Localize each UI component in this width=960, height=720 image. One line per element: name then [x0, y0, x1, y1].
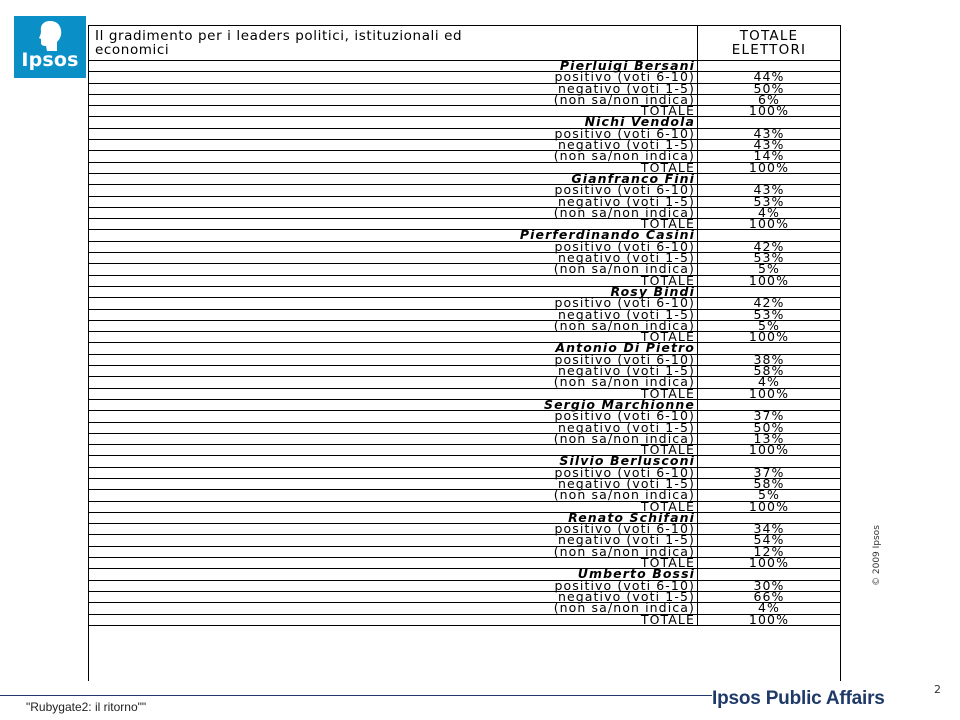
row-value: 100% — [748, 385, 790, 401]
row-value: 4% — [757, 374, 781, 390]
table-row — [89, 611, 840, 627]
row-value: 100% — [748, 555, 790, 571]
row-label: positivo (voti 6-10) — [554, 69, 695, 85]
row-value: 5% — [757, 261, 781, 277]
row-value: 100% — [748, 498, 790, 514]
logo-wordmark: Ipsos — [21, 49, 79, 71]
row-label: negativo (voti 1-5) — [557, 588, 695, 604]
row-label: TOTALE — [640, 103, 695, 119]
row-value: 30% — [753, 577, 785, 593]
leader-name: Nichi Vendola — [584, 114, 695, 130]
leader-name: Umberto Bossi — [577, 566, 695, 582]
row-label: TOTALE — [640, 555, 695, 571]
row-label: TOTALE — [640, 442, 695, 458]
leader-name: Renato Schifani — [568, 509, 695, 525]
page-number: 2 — [934, 683, 941, 696]
row-label: positivo (voti 6-10) — [554, 464, 695, 480]
row-label: positivo (voti 6-10) — [554, 295, 695, 311]
row-value: 38% — [753, 351, 785, 367]
row-value: 6% — [757, 91, 781, 107]
row-label: (non sa/non indica) — [553, 543, 695, 559]
row-value: 12% — [753, 543, 785, 559]
row-label: negativo (voti 1-5) — [557, 80, 695, 96]
row-label: negativo (voti 1-5) — [557, 193, 695, 209]
row-label: (non sa/non indica) — [553, 600, 695, 616]
table-body — [89, 58, 840, 627]
row-label: TOTALE — [640, 272, 695, 288]
leader-name: Sergio Marchionne — [543, 396, 695, 412]
head-profile-icon — [37, 20, 63, 52]
table-row — [89, 216, 840, 232]
column-header-totale-elettori: TOTALE ELETTORI — [731, 28, 807, 58]
row-value: 54% — [753, 532, 785, 548]
row-label: (non sa/non indica) — [553, 487, 695, 503]
table-row — [89, 159, 840, 175]
table-row — [89, 555, 840, 571]
row-value: 34% — [753, 521, 785, 537]
row-value: 13% — [753, 430, 785, 446]
table-row — [89, 329, 840, 345]
row-label: TOTALE — [640, 216, 695, 232]
row-label: negativo (voti 1-5) — [557, 532, 695, 548]
table-row — [89, 103, 840, 119]
row-label: (non sa/non indica) — [553, 204, 695, 220]
row-value: 50% — [753, 80, 785, 96]
row-label: positivo (voti 6-10) — [554, 521, 695, 537]
row-value: 100% — [748, 329, 790, 345]
copyright-note: © 2009 Ipsos — [872, 525, 882, 586]
row-label: negativo (voti 1-5) — [557, 419, 695, 435]
row-label: TOTALE — [640, 498, 695, 514]
row-value: 43% — [753, 137, 785, 153]
row-value: 58% — [753, 475, 785, 491]
footer-divider — [0, 695, 712, 696]
table-row — [89, 442, 840, 458]
leader-name: Antonio Di Pietro — [555, 340, 695, 356]
leader-name: Silvio Berlusconi — [559, 453, 695, 469]
row-value: 53% — [753, 250, 785, 266]
row-value: 42% — [753, 295, 785, 311]
row-label: positivo (voti 6-10) — [554, 408, 695, 424]
row-label: negativo (voti 1-5) — [557, 250, 695, 266]
table-row — [89, 498, 840, 514]
row-label: TOTALE — [640, 159, 695, 175]
row-value: 100% — [748, 159, 790, 175]
leader-name: Pierferdinando Casini — [519, 227, 695, 243]
row-label: (non sa/non indica) — [553, 261, 695, 277]
row-label: positivo (voti 6-10) — [554, 351, 695, 367]
row-value: 100% — [748, 272, 790, 288]
row-label: negativo (voti 1-5) — [557, 363, 695, 379]
row-label: positivo (voti 6-10) — [554, 577, 695, 593]
leader-name: Pierluigi Bersani — [559, 58, 695, 73]
row-value: 5% — [757, 317, 781, 333]
brand-name: Ipsos Public Affairs — [712, 688, 885, 709]
rating-table — [88, 25, 841, 681]
row-value: 4% — [757, 204, 781, 220]
row-value: 44% — [753, 69, 785, 85]
row-value: 37% — [753, 464, 785, 480]
table-row — [89, 385, 840, 401]
row-label: (non sa/non indica) — [553, 374, 695, 390]
footer-title: "Rubygate2: il ritorno"" — [26, 700, 147, 714]
row-value: 100% — [748, 103, 790, 119]
leader-name: Rosy Bindi — [610, 283, 695, 299]
row-label: positivo (voti 6-10) — [554, 182, 695, 198]
table-title: Il gradimento per i leaders politici, istituzionali ed economici — [95, 28, 463, 58]
leader-name: Gianfranco Fini — [571, 170, 695, 186]
row-value: 100% — [748, 216, 790, 232]
row-value: 37% — [753, 408, 785, 424]
row-label: positivo (voti 6-10) — [554, 238, 695, 254]
table-row — [89, 272, 840, 288]
row-label: TOTALE — [640, 329, 695, 345]
row-label: positivo (voti 6-10) — [554, 125, 695, 141]
row-label: negativo (voti 1-5) — [557, 475, 695, 491]
row-label: (non sa/non indica) — [553, 148, 695, 164]
row-value: 50% — [753, 419, 785, 435]
row-value: 14% — [753, 148, 785, 164]
row-value: 53% — [753, 306, 785, 322]
table-header — [89, 26, 840, 61]
row-label: TOTALE — [640, 611, 695, 627]
row-value: 100% — [748, 611, 790, 627]
row-value: 4% — [757, 600, 781, 616]
row-label: negativo (voti 1-5) — [557, 306, 695, 322]
row-value: 53% — [753, 193, 785, 209]
row-value: 43% — [753, 125, 785, 141]
row-value: 58% — [753, 363, 785, 379]
row-label: TOTALE — [640, 385, 695, 401]
row-label: negativo (voti 1-5) — [557, 137, 695, 153]
row-label: (non sa/non indica) — [553, 430, 695, 446]
row-value: 100% — [748, 442, 790, 458]
row-value: 66% — [753, 588, 785, 604]
ipsos-logo — [14, 16, 86, 78]
row-value: 43% — [753, 182, 785, 198]
row-value: 42% — [753, 238, 785, 254]
row-label: (non sa/non indica) — [553, 317, 695, 333]
row-value: 5% — [757, 487, 781, 503]
row-label: (non sa/non indica) — [553, 91, 695, 107]
